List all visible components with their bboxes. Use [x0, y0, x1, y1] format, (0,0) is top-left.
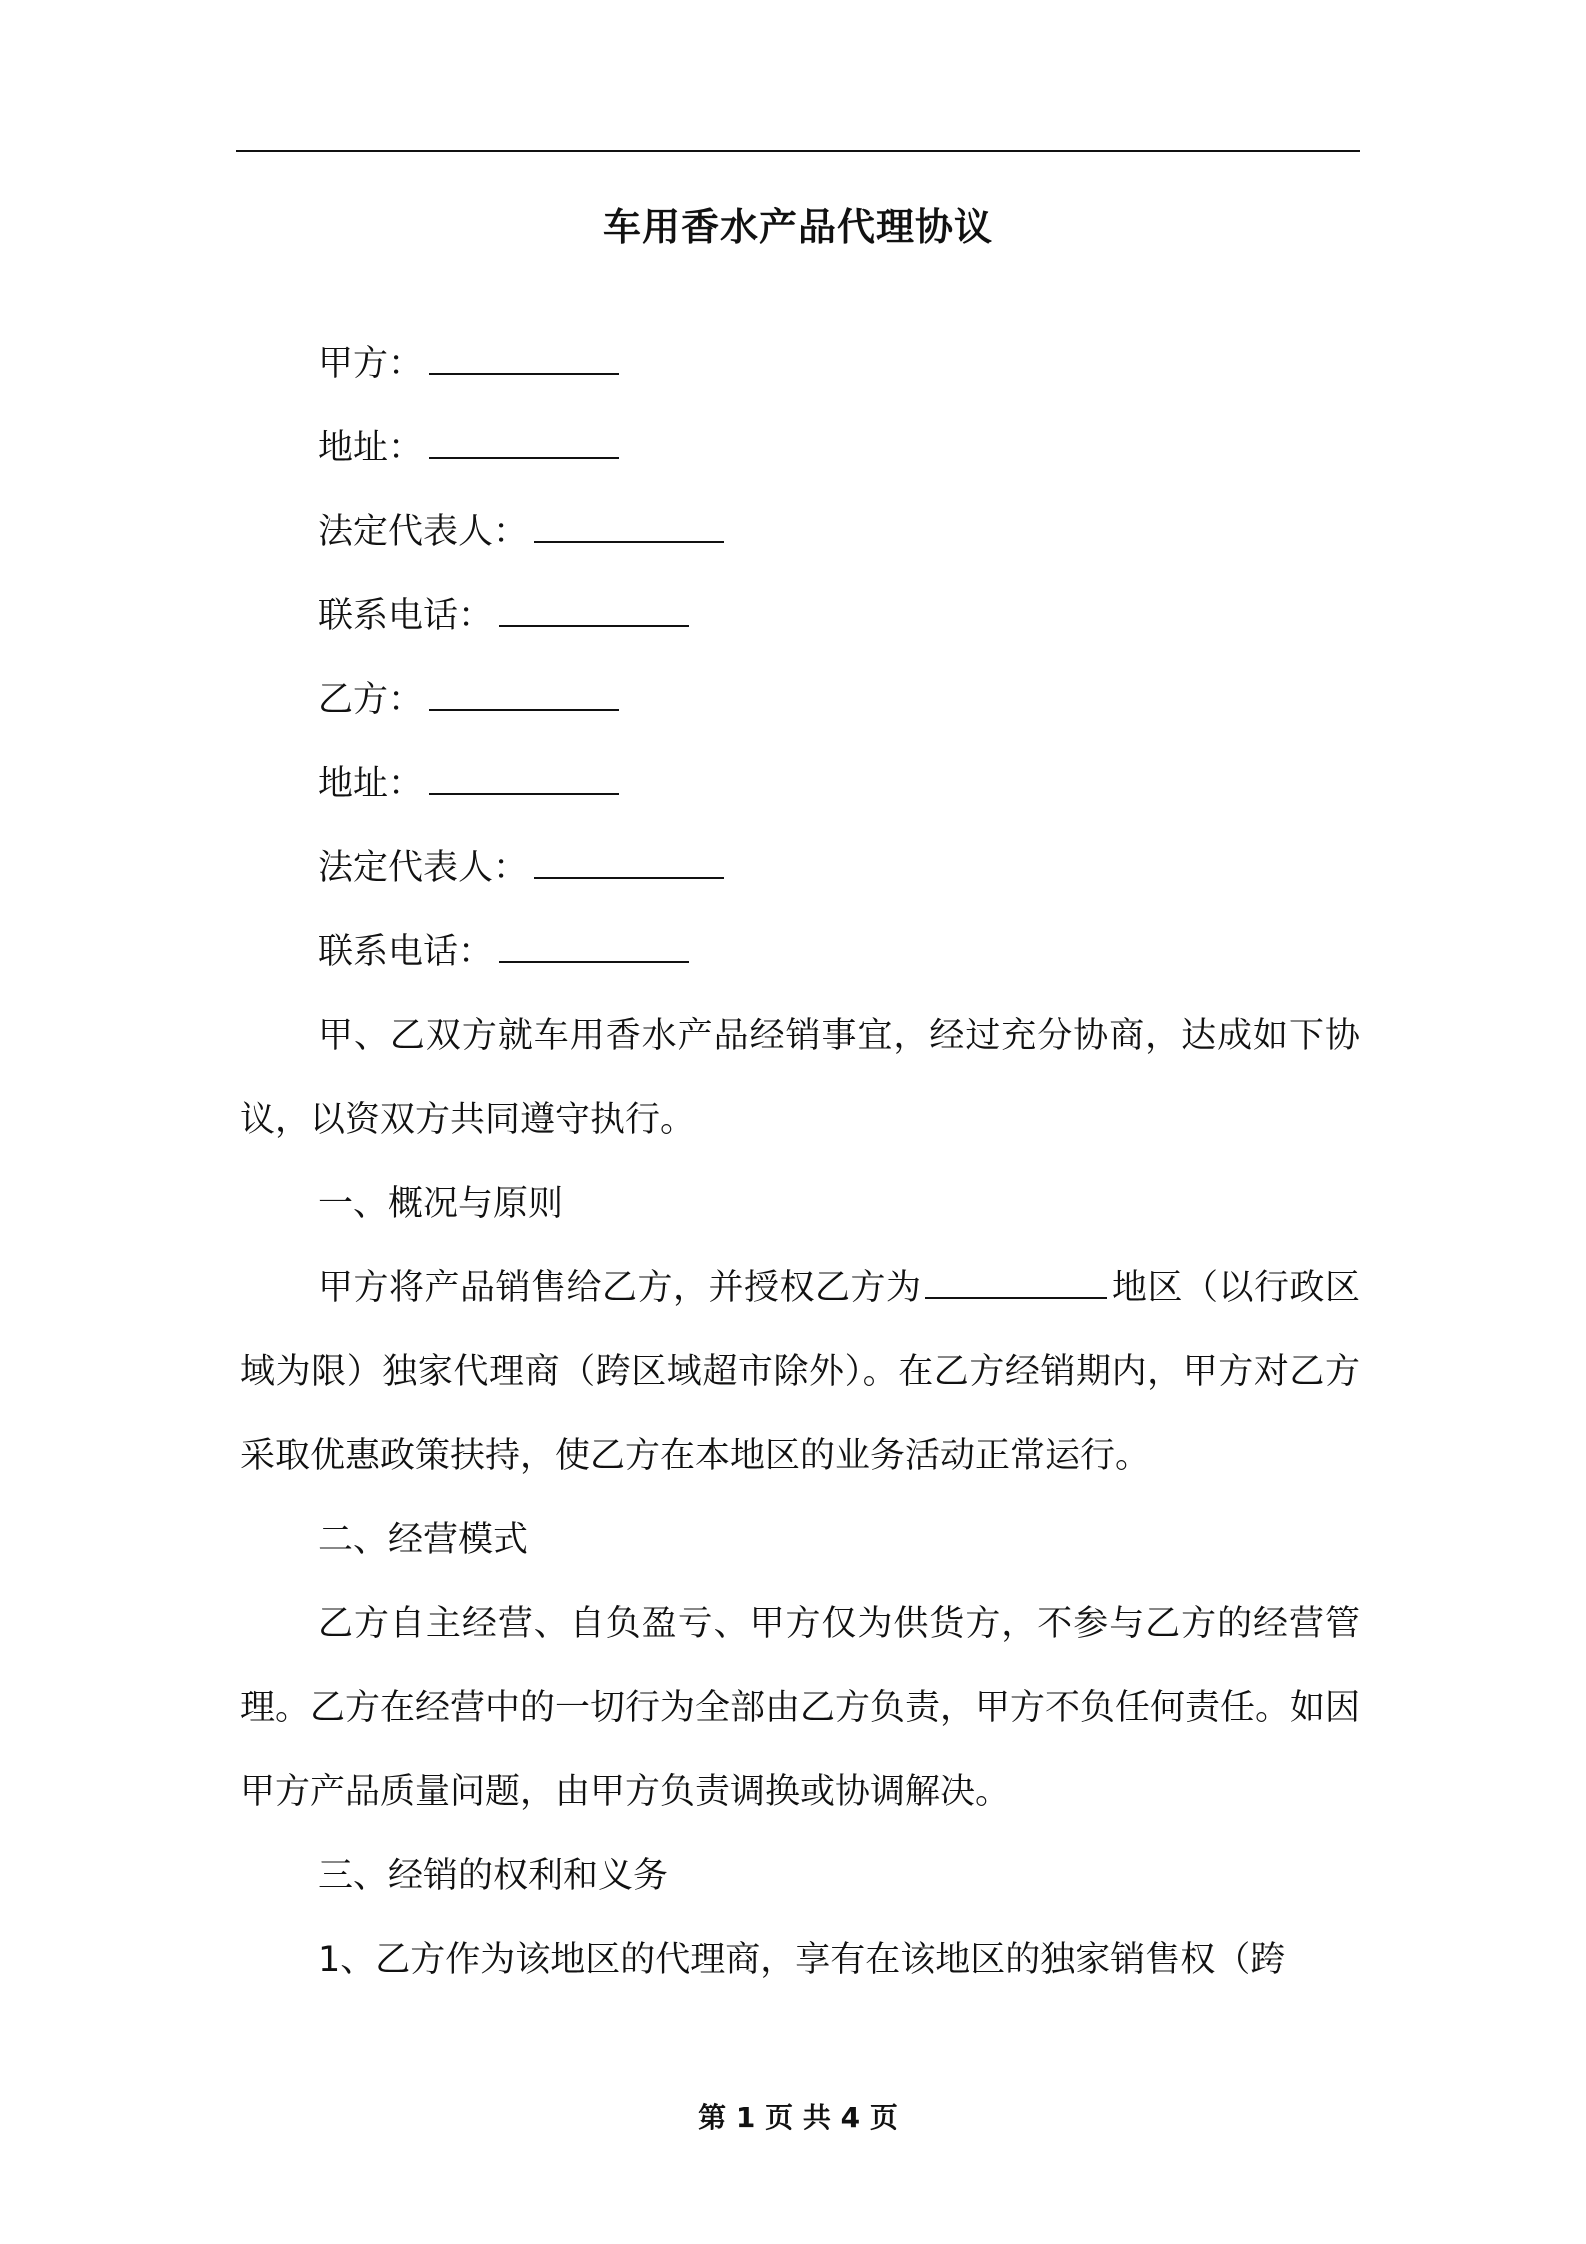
blank-line [429, 435, 619, 459]
field-label: 法定代表人： [318, 848, 529, 888]
field-label: 地址： [318, 428, 424, 468]
blank-line [499, 939, 689, 963]
document-body [240, 322, 1360, 2002]
party-a-phone-field [240, 574, 1360, 658]
section-2-paragraph: 乙方自主经营、自负盈亏、甲方仅为供货方，不参与乙方的经营管理。乙方在经营中的一切行为全部由乙方负责，甲方不负任何责任。如因甲方产品质量问题，由甲方负责调换或协调解决。 [240, 1604, 1361, 1812]
blank-line [429, 351, 619, 375]
party-a-field [240, 322, 1360, 406]
blank-line [499, 603, 689, 627]
party-a-representative-field [240, 490, 1360, 574]
intro-paragraph: 甲、乙双方就车用香水产品经销事宜，经过充分协商，达成如下协议，以资双方共同遵守执行。 [240, 1016, 1360, 1140]
section-3-item-1: 1、乙方作为该地区的代理商，享有在该地区的独家销售权（跨 [318, 1940, 1286, 1980]
party-a-address-field [240, 406, 1360, 490]
blank-line [429, 687, 619, 711]
blank-line [534, 855, 724, 879]
party-b-representative-field [240, 826, 1360, 910]
section-1-paragraph [240, 1246, 1360, 1498]
blank-line [429, 771, 619, 795]
section-1-text-part1: 甲方将产品销售给乙方，并授权乙方为 [318, 1268, 922, 1308]
field-label: 联系电话： [318, 596, 494, 636]
section-1-text-part2: 地区（以行政区域为限）独家代理商（跨区域超市除外）。在乙方经销期内，甲方对乙方采取优惠政策扶持，使乙方在本地区的业务活动正常运行。 [240, 1268, 1360, 1476]
section-3-heading: 三、经销的权利和义务 [318, 1856, 669, 1896]
field-label: 甲方： [318, 344, 424, 384]
party-b-phone-field [240, 910, 1360, 994]
party-b-field [240, 658, 1360, 742]
document-title: 车用香水产品代理协议 [602, 205, 993, 249]
page-number: 第 1 页 共 4 页 [698, 2101, 898, 2134]
field-label: 法定代表人： [318, 512, 529, 552]
section-2-heading: 二、经营模式 [318, 1520, 529, 1560]
header-rule [236, 150, 1360, 152]
party-b-address-field [240, 742, 1360, 826]
region-blank-line [925, 1275, 1107, 1299]
blank-line [534, 519, 724, 543]
section-1-heading: 一、概况与原则 [318, 1184, 564, 1224]
field-label: 联系电话： [318, 932, 494, 972]
field-label: 地址： [318, 764, 424, 804]
field-label: 乙方： [318, 680, 424, 720]
